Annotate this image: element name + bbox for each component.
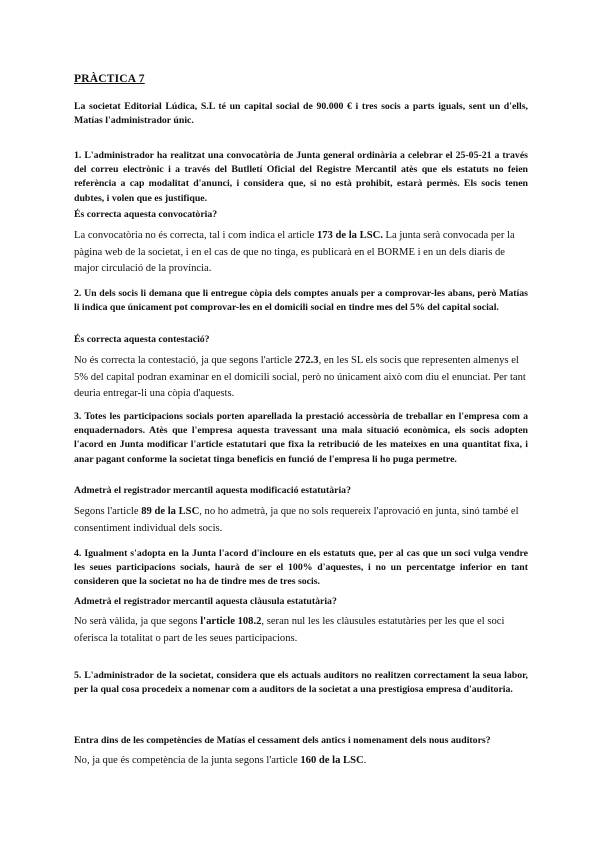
- answer-1: [74, 228, 528, 278]
- answer-5-law-ref: 160 de la LSC: [300, 755, 364, 766]
- answer-1-text: La convocatòria no és correcta, tal i com indica el article: [74, 230, 317, 241]
- document-title: PRÀCTICA 7: [74, 73, 145, 85]
- answer-4: [74, 614, 528, 647]
- answer-3-text: Segons l'article: [74, 506, 142, 517]
- statement-4: 4. Igualment s'adopta en la Junta l'acord d'incloure en els estatuts que, per al cas que un soci vulga vendre les seues participacions socials, haurà de ser el 100% d'aquestes, i no un percentatge inferior en tant consideren que la societat no ha de tindre mes de tres socis.: [74, 548, 528, 588]
- statement-3: 3. Totes les participacions socials porten aparellada la prestació accessòria de treballar en l'empresa com a enquadernadors. Atès que l'empresa aquesta travessant una mala situació econòmica, els socis adopten l'acord en Junta modificar l'article estatutari que fixa la retribució de les mateixes en una quantitat fixa, i anar pagant conforme la societat tinga beneficis en funció de l'empresa li ho puga permetre.: [74, 411, 528, 465]
- answer-3-law-ref: 89 de la LSC: [141, 506, 200, 517]
- answer-2-text-end: , en les SL els socis que representen almenys el 5% del capital podran examinar en el domicili social, però no únicament això com diu el enunciat. Per tant deuria entregar-li una còpia d'aquests.: [74, 355, 526, 399]
- answer-1-law-ref: 173 de la LSC.: [316, 230, 383, 241]
- answer-2-law-ref: 272.3: [294, 355, 319, 366]
- statement-5: 5. L'administrador de la societat, considera que els actuals auditors no realitzen correctament la seua labor, per la qual cosa procedeix a nomenar com a auditors de la societat a una prestigiosa empresa d'auditoria.: [74, 670, 528, 696]
- question-4: Admetrà el registrador mercantil aquesta clàusula estatutària?: [74, 596, 337, 607]
- answer-2-text: No és correcta la contestació, ja que segons l'article: [74, 355, 295, 366]
- statement-1: 1. L'administrador ha realitzat una convocatòria de Junta general ordinària a celebrar el 25-05-21 a través del correu electrònic i a través del Butlletí Oficial del Registre Mercantil atès que els estatuts no feien referència a cap modalitat d'anunci, i considera que, si no està prohibit, estarà permès. Els socis tenen dubtes, i volen que es justifique.: [74, 150, 528, 204]
- answer-4-text: No serà vàlida, ja que segons: [74, 616, 201, 627]
- answer-4-text-end: , seran nul les les clàusules estatutàries per les que el soci oferisca la totalitat o part de les seues participacions.: [74, 616, 505, 644]
- intro-paragraph: La societat Editorial Lúdica, S.L té un capital social de 90.000 € i tres socis a parts iguals, sent un d'ells, Matías l'administrador únic.: [74, 101, 528, 127]
- answer-2: [74, 353, 528, 403]
- question-5: Entra dins de les competències de Matías el cessament dels antics i nomenament dels nous auditors?: [74, 735, 491, 746]
- answer-1-text-end: La junta serà convocada per la pàgina web de la societat, i en el cas de que no tinga, es publicarà en el BORME i en un dels diaris de major circulació de la província.: [74, 230, 515, 274]
- answer-5: [74, 753, 528, 770]
- answer-5-text: No, ja que és competència de la junta segons l'article: [74, 755, 301, 766]
- statement-2: 2. Un dels socis li demana que li entregue còpia dels comptes anuals per a comprovar-les abans, però Matías li indica que únicament pot comprovar-les en el domicili social en tindre mes del 5% del capital social.: [74, 288, 528, 314]
- question-1: És correcta aquesta convocatòria?: [74, 209, 218, 220]
- answer-4-law-ref: l'article 108.2: [200, 616, 262, 627]
- question-3: Admetrà el registrador mercantil aquesta modificació estatutària?: [74, 485, 351, 496]
- question-2: És correcta aquesta contestació?: [74, 334, 210, 345]
- answer-5-text-end: .: [363, 755, 367, 766]
- answer-3-text-end: , no ho admetrà, ja que no sols requereix l'aprovació en junta, sinó també el consentiment individual dels socis.: [74, 506, 519, 534]
- answer-3: [74, 504, 528, 537]
